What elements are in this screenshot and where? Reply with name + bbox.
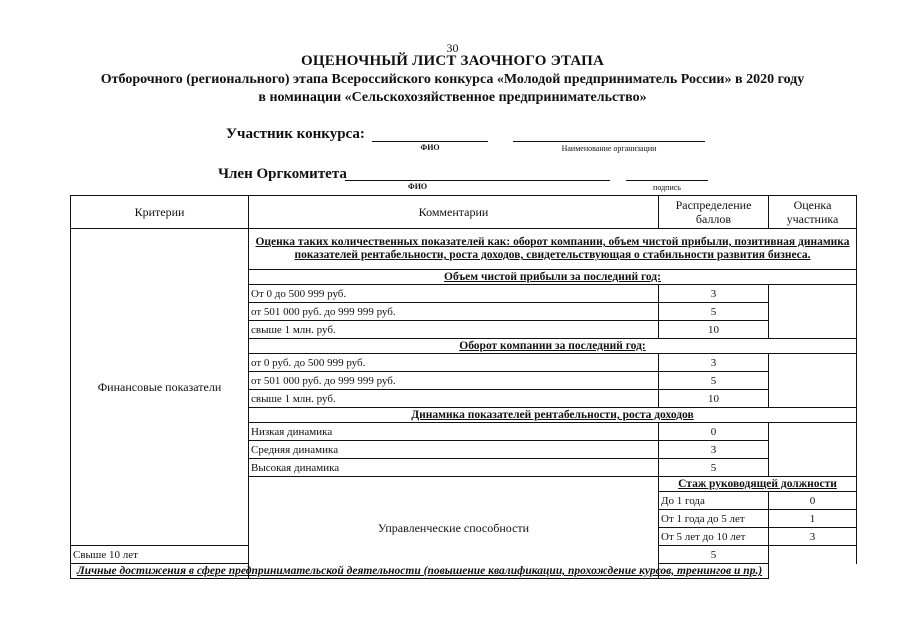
row-points: 0: [659, 423, 769, 441]
committee-label: Член Оргкомитета: [218, 166, 347, 182]
row-label: от 501 000 руб. до 999 999 руб.: [249, 303, 659, 321]
row-points: 5: [659, 372, 769, 390]
section-achievements-title: Личные достижения в сфере предпринимательской деятельности (повышение квалификации, прохождение курсов, тренингов и пр.): [71, 564, 769, 579]
committee-fio-caption: ФИО: [407, 182, 428, 191]
row-points: 5: [659, 303, 769, 321]
row-label: До 1 года: [659, 492, 769, 510]
row-label: от 0 руб. до 500 999 руб.: [249, 354, 659, 372]
section-profit-title: Объем чистой прибыли за последний год:: [249, 270, 857, 285]
row-label: от 501 000 руб. до 999 999 руб.: [249, 372, 659, 390]
participant-org-caption: Наименование организации: [561, 144, 657, 153]
participant-org-line[interactable]: [513, 141, 705, 142]
row-label: Средняя динамика: [249, 441, 659, 459]
participant-fio-caption: ФИО: [420, 143, 440, 152]
criteria-management: Управленческие способности: [249, 477, 659, 579]
row-points: 3: [659, 354, 769, 372]
document-subtitle-line1: Отборочного (регионального) этапа Всероссийского конкурса «Молодой предприниматель России» в 2020 году: [100, 72, 805, 87]
row-points: 3: [659, 441, 769, 459]
participant-label: Участник конкурса:: [226, 126, 365, 142]
row-points: 1: [769, 510, 857, 528]
table-row: [71, 564, 857, 579]
evaluation-table: [70, 195, 857, 579]
section-turnover-title: Оборот компании за последний год:: [249, 339, 857, 354]
committee-sign-line[interactable]: [626, 180, 708, 181]
row-label: От 1 года до 5 лет: [659, 510, 769, 528]
document-title: ОЦЕНОЧНЫЙ ЛИСТ ЗАОЧНОГО ЭТАПА: [301, 53, 604, 69]
intro-text: Оценка таких количественных показателей как: оборот компании, объем чистой прибыли, позитивная динамика показателей рентабельности, роста доходов, свидетельствующая о стабильности развития бизнеса.: [249, 229, 857, 270]
row-label: От 0 до 500 999 руб.: [249, 285, 659, 303]
criteria-financial: Финансовые показатели: [71, 229, 249, 546]
header-distribution: Распределение баллов: [659, 196, 769, 229]
header-criteria: Критерии: [71, 196, 249, 229]
table-header-row: [71, 196, 857, 229]
committee-fio-line[interactable]: [345, 180, 610, 181]
row-label: От 5 лет до 10 лет: [659, 528, 769, 546]
row-points: 5: [659, 546, 769, 564]
row-label: свыше 1 млн. руб.: [249, 390, 659, 408]
page-number: 30: [446, 41, 459, 55]
committee-sign-caption: подпись: [653, 183, 681, 192]
row-label: Свыше 10 лет: [71, 546, 249, 564]
participant-fio-line[interactable]: [372, 141, 488, 142]
row-points: 5: [659, 459, 769, 477]
section-dynamics-title: Динамика показателей рентабельности, роста доходов: [249, 408, 857, 423]
row-points: 10: [659, 321, 769, 339]
row-points: 10: [659, 390, 769, 408]
row-points: 3: [769, 528, 857, 546]
score-cell-dynamics[interactable]: [769, 423, 857, 477]
table-row: [71, 229, 857, 270]
section-experience-title: Стаж руководящей должности: [659, 477, 857, 492]
row-label: Низкая динамика: [249, 423, 659, 441]
row-points: 0: [769, 492, 857, 510]
document-subtitle-line2: в номинации «Сельскохозяйственное предпринимательство»: [258, 90, 647, 105]
score-cell-turnover[interactable]: [769, 354, 857, 408]
row-label: Высокая динамика: [249, 459, 659, 477]
row-points: 3: [659, 285, 769, 303]
header-comments: Комментарии: [249, 196, 659, 229]
row-label: свыше 1 млн. руб.: [249, 321, 659, 339]
header-score: Оценка участника: [769, 196, 857, 229]
score-cell-profit[interactable]: [769, 285, 857, 339]
